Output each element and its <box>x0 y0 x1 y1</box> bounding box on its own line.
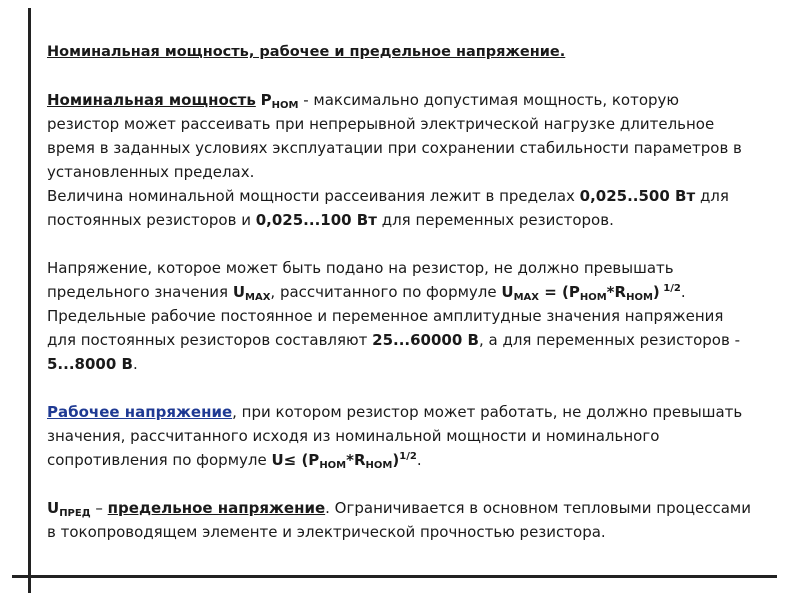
paragraph-max-voltage: Напряжение, которое может быть подано на резистор, не должно превышать предельного значения $U_{MAX}$, рассчитанного по формуле $U_{MAX} = (P_{HOM}*R_{HOM})$ $^{1/2}$. Предельные рабочие постоянное и переменное амплитудные значения напряжения для постоянных резисторов составляют 25...60000 В, а для переменных резисторов - 5...8000 В. <box>47 259 741 373</box>
value-power-fixed: 0,025..500 Вт <box>579 187 696 205</box>
symbol-u-max: $U_{MAX}$ <box>232 283 271 303</box>
symbol-p-nom: $Р_{НОМ}$ <box>260 91 299 111</box>
frame-vertical-line <box>28 8 31 593</box>
symbol-u-pred: $U_{ПРЕД}$ <box>47 499 91 519</box>
value-power-variable: 0,025...100 Вт <box>255 211 377 229</box>
paragraph-working-voltage: Рабочее напряжение, при котором резистор может работать, не должно превышать значения, рассчитанного исходя из номинальной мощности и номинального сопротивления по формуле $U\le (P_{HOM}*R_{HOM})^{1/2}$. <box>47 403 743 471</box>
term-working-voltage: Рабочее напряжение <box>47 403 233 421</box>
term-limit-voltage: предельное напряжение <box>107 499 326 517</box>
value-voltage-variable: 5...8000 В <box>47 355 133 373</box>
value-voltage-fixed: 25...60000 В <box>372 331 479 349</box>
formula-u-max: $U_{MAX} = (P_{HOM}*R_{HOM})$ $^{1/2}$ <box>501 283 681 303</box>
slide-title: Номинальная мощность, рабочее и предельное напряжение. <box>47 44 566 60</box>
formula-u-working: $U\le (P_{HOM}*R_{HOM})^{1/2}$ <box>271 451 417 471</box>
paragraph-limit-voltage: $U_{ПРЕД}$ – предельное напряжение. Ограничивается в основном тепловыми процессами в токопроводящем элементе и электрической прочностью резистора. <box>47 499 751 541</box>
term-rated-power: Номинальная мощность <box>47 91 256 109</box>
slide-content <box>47 40 752 544</box>
paragraph-rated-power: Номинальная мощность $Р_{НОМ}$ - максимально допустимая мощность, которую резистор может рассеивать при непрерывной электрической нагрузке длительное время в заданных условиях эксплуатации при сохранении стабильности параметров в установленных пределах. Величина номинальной мощности рассеивания лежит в пределах 0,025..500 Вт для постоянных резисторов и 0,025...100 Вт для переменных резисторов. <box>47 91 742 229</box>
frame-horizontal-line <box>12 575 777 578</box>
